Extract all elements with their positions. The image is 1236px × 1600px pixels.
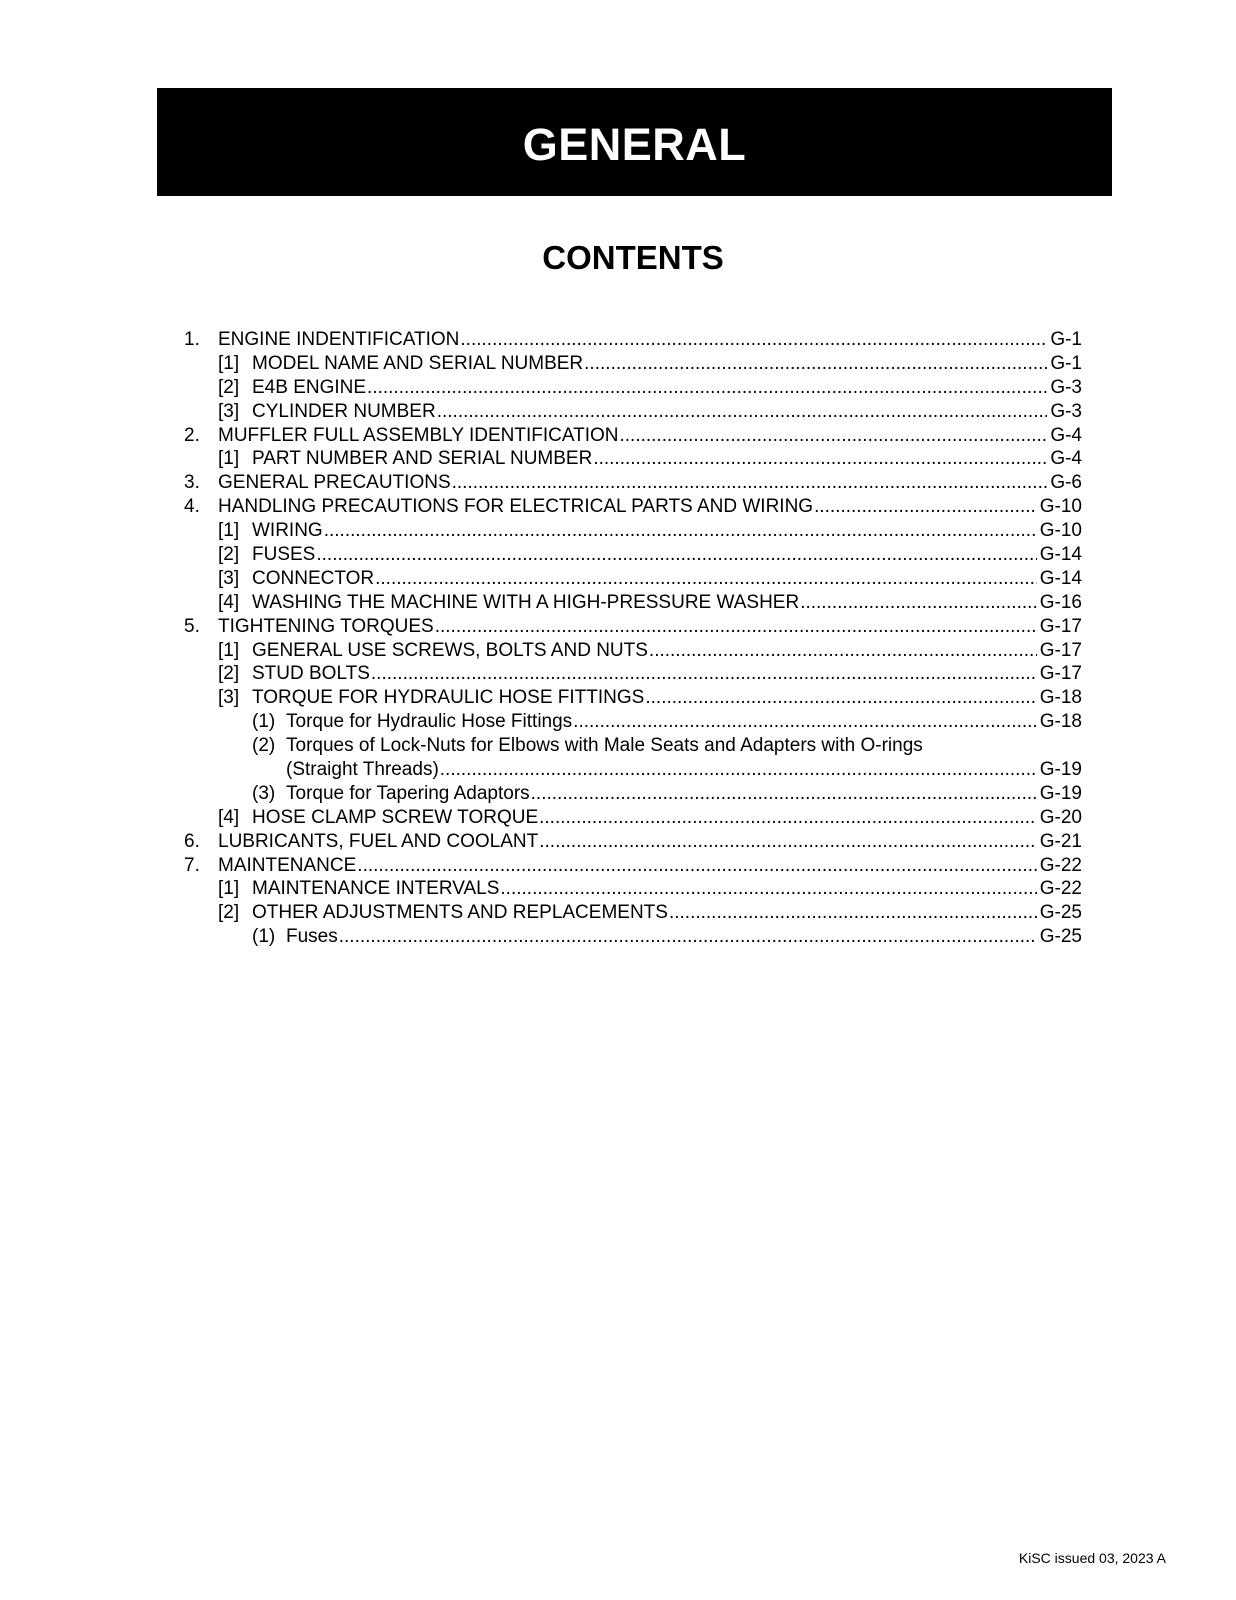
toc-entry-page: G-17: [1039, 663, 1082, 685]
toc-entry-page: G-21: [1039, 830, 1082, 852]
toc-entry-title: (Straight Threads): [286, 759, 439, 781]
contents-heading: CONTENTS: [542, 239, 724, 276]
toc-entry-page: G-18: [1039, 711, 1082, 733]
toc-entry-page: G-20: [1039, 806, 1082, 828]
toc-entry-title: GENERAL USE SCREWS, BOLTS AND NUTS: [252, 639, 648, 661]
toc-dot-leader: [500, 877, 1036, 901]
toc-entry-title: MUFFLER FULL ASSEMBLY IDENTIFICATION: [218, 424, 619, 446]
toc-entry-title: MAINTENANCE: [218, 854, 357, 876]
toc-entry[interactable]: [184, 519, 1082, 543]
toc-entry[interactable]: [184, 686, 1082, 710]
toc-entry-page: G-17: [1039, 615, 1082, 637]
toc-entry[interactable]: [184, 854, 1082, 878]
toc-entry-number: 6.: [184, 830, 200, 852]
toc-entry-number: [4]: [218, 806, 240, 828]
toc-dot-leader: [669, 901, 1037, 925]
toc-entry-number: [4]: [218, 591, 240, 613]
section-title: GENERAL: [522, 118, 747, 170]
toc-entry-title: TORQUE FOR HYDRAULIC HOSE FITTINGS: [252, 687, 645, 709]
toc-entry[interactable]: [184, 877, 1082, 901]
toc-entry-page: G-1: [1050, 329, 1082, 350]
toc-dot-leader: [435, 615, 1037, 639]
toc-entry-number: 4.: [184, 496, 200, 518]
toc-entry-page: G-19: [1039, 782, 1082, 804]
issue-footer: KiSC issued 03, 2023 A: [1018, 1550, 1166, 1566]
toc-entry-number: [3]: [218, 567, 240, 589]
toc-entry-title: GENERAL PRECAUTIONS: [218, 472, 451, 494]
toc-entry-number: [1]: [218, 878, 240, 900]
toc-entry-number: [1]: [218, 639, 240, 661]
toc-dot-leader: [324, 519, 1037, 543]
toc-dot-leader: [539, 806, 1037, 830]
toc-entry[interactable]: [184, 328, 1082, 352]
toc-entry-title: WASHING THE MACHINE WITH A HIGH-PRESSURE WASHER: [252, 591, 800, 613]
toc-dot-leader: [339, 925, 1037, 949]
toc-entry-title: ENGINE INDENTIFICATION: [218, 329, 460, 350]
toc-entry[interactable]: [184, 424, 1082, 448]
toc-entry-number: [2]: [218, 544, 240, 566]
toc-dot-leader: [367, 376, 1047, 400]
toc-entry-page: G-22: [1039, 878, 1082, 900]
toc-entry-page: G-16: [1039, 591, 1082, 613]
toc-dot-leader: [452, 471, 1048, 495]
toc-dot-leader: [357, 854, 1036, 878]
toc-dot-leader: [440, 758, 1037, 782]
toc-entry-title: STUD BOLTS: [252, 663, 370, 685]
toc-dot-leader: [375, 567, 1037, 591]
toc-entry-title: E4B ENGINE: [252, 376, 367, 398]
toc-entry[interactable]: [184, 782, 1082, 806]
toc-entry-page: G-4: [1050, 424, 1082, 446]
toc-entry-number: 2.: [184, 424, 200, 446]
toc-entry-title: HOSE CLAMP SCREW TORQUE: [252, 806, 539, 828]
toc-dot-leader: [814, 495, 1037, 519]
toc-entry-number: [3]: [218, 400, 240, 422]
toc-entry-page: G-1: [1050, 352, 1082, 374]
toc-entry[interactable]: [184, 567, 1082, 591]
toc-entry-page: G-19: [1039, 759, 1082, 781]
toc-entry-title: CONNECTOR: [252, 567, 375, 589]
toc-entry-page: G-4: [1050, 448, 1082, 470]
toc-dot-leader: [649, 639, 1037, 663]
toc-entry[interactable]: [184, 925, 1082, 949]
toc-entry[interactable]: [184, 662, 1082, 686]
toc-entry-title: LUBRICANTS, FUEL AND COOLANT: [218, 830, 539, 852]
toc-entry-title: CYLINDER NUMBER: [252, 400, 436, 422]
toc-dot-leader: [645, 686, 1036, 710]
toc-entry-page: G-18: [1039, 687, 1082, 709]
toc-entry-page: G-25: [1039, 926, 1082, 948]
toc-entry-title: PART NUMBER AND SERIAL NUMBER: [252, 448, 593, 470]
toc-entry-number: (3): [252, 782, 276, 804]
toc-entry-title: MAINTENANCE INTERVALS: [252, 878, 500, 900]
toc-dot-leader: [593, 447, 1047, 471]
toc-entry-number: 1.: [184, 329, 200, 350]
toc-entry-number: 3.: [184, 472, 200, 494]
toc-entry-page: G-14: [1039, 544, 1082, 566]
toc-entry-number: [2]: [218, 376, 240, 398]
toc-entry[interactable]: [184, 591, 1082, 615]
toc-entry-page: G-25: [1039, 902, 1082, 924]
toc-entry[interactable]: [184, 758, 1082, 782]
toc-entry-number: [1]: [218, 352, 240, 374]
toc-entry-title: HANDLING PRECAUTIONS FOR ELECTRICAL PARTS AND WIRING: [218, 496, 814, 518]
toc-dot-leader: [437, 400, 1048, 424]
toc-dot-leader: [460, 328, 1047, 352]
toc-entry[interactable]: [184, 471, 1082, 495]
toc-entry-title: Torque for Tapering Adaptors: [286, 782, 530, 804]
toc-entry-number: (2): [252, 735, 276, 757]
toc-dot-leader: [584, 352, 1047, 376]
toc-entry-title: Fuses: [286, 926, 338, 948]
toc-entry-title: Torques of Lock-Nuts for Elbows with Male Seats and Adapters with O-rings: [286, 735, 923, 757]
toc-entry[interactable]: [184, 615, 1082, 639]
toc-dot-leader: [619, 424, 1047, 448]
toc-entry-page: G-3: [1050, 376, 1082, 398]
toc-entry[interactable]: [184, 830, 1082, 854]
toc-entry-page: G-3: [1050, 400, 1082, 422]
toc-entry[interactable]: [184, 710, 1082, 734]
toc-entry[interactable]: [184, 447, 1082, 471]
toc-entry[interactable]: [184, 734, 1082, 758]
table-of-contents: [184, 328, 1082, 949]
toc-entry[interactable]: [184, 376, 1082, 400]
toc-dot-leader: [800, 591, 1037, 615]
toc-entry[interactable]: [184, 352, 1082, 376]
toc-entry[interactable]: [184, 639, 1082, 663]
toc-entry[interactable]: [184, 901, 1082, 925]
toc-entry-page: G-10: [1039, 520, 1082, 542]
toc-dot-leader: [316, 543, 1036, 567]
toc-entry-title: OTHER ADJUSTMENTS AND REPLACEMENTS: [252, 902, 668, 924]
toc-entry-number: [3]: [218, 687, 240, 709]
toc-entry-title: Torque for Hydraulic Hose Fittings: [286, 711, 573, 733]
toc-dot-leader: [531, 782, 1037, 806]
toc-entry-title: TIGHTENING TORQUES: [218, 615, 434, 637]
toc-entry[interactable]: [184, 543, 1082, 567]
toc-dot-leader: [539, 830, 1037, 854]
toc-entry-page: G-10: [1039, 496, 1082, 518]
toc-entry-title: WIRING: [252, 520, 323, 542]
section-header-banner: [157, 88, 1112, 196]
toc-entry-number: 5.: [184, 615, 200, 637]
toc-entry-number: 7.: [184, 854, 200, 876]
toc-entry-number: [1]: [218, 520, 240, 542]
toc-entry-page: G-17: [1039, 639, 1082, 661]
toc-entry-number: (1): [252, 711, 276, 733]
toc-dot-leader: [573, 710, 1037, 734]
toc-entry[interactable]: [184, 806, 1082, 830]
toc-entry-title: MODEL NAME AND SERIAL NUMBER: [252, 352, 584, 374]
toc-entry-number: (1): [252, 926, 276, 948]
toc-entry-page: G-14: [1039, 567, 1082, 589]
toc-entry-title: FUSES: [252, 544, 316, 566]
toc-entry-number: [2]: [218, 902, 240, 924]
toc-entry-page: G-6: [1050, 472, 1082, 494]
toc-entry-number: [2]: [218, 663, 240, 685]
toc-entry[interactable]: [184, 400, 1082, 424]
toc-entry-number: [1]: [218, 448, 240, 470]
toc-dot-leader: [371, 662, 1037, 686]
toc-entry-page: G-22: [1039, 854, 1082, 876]
toc-entry[interactable]: [184, 495, 1082, 519]
